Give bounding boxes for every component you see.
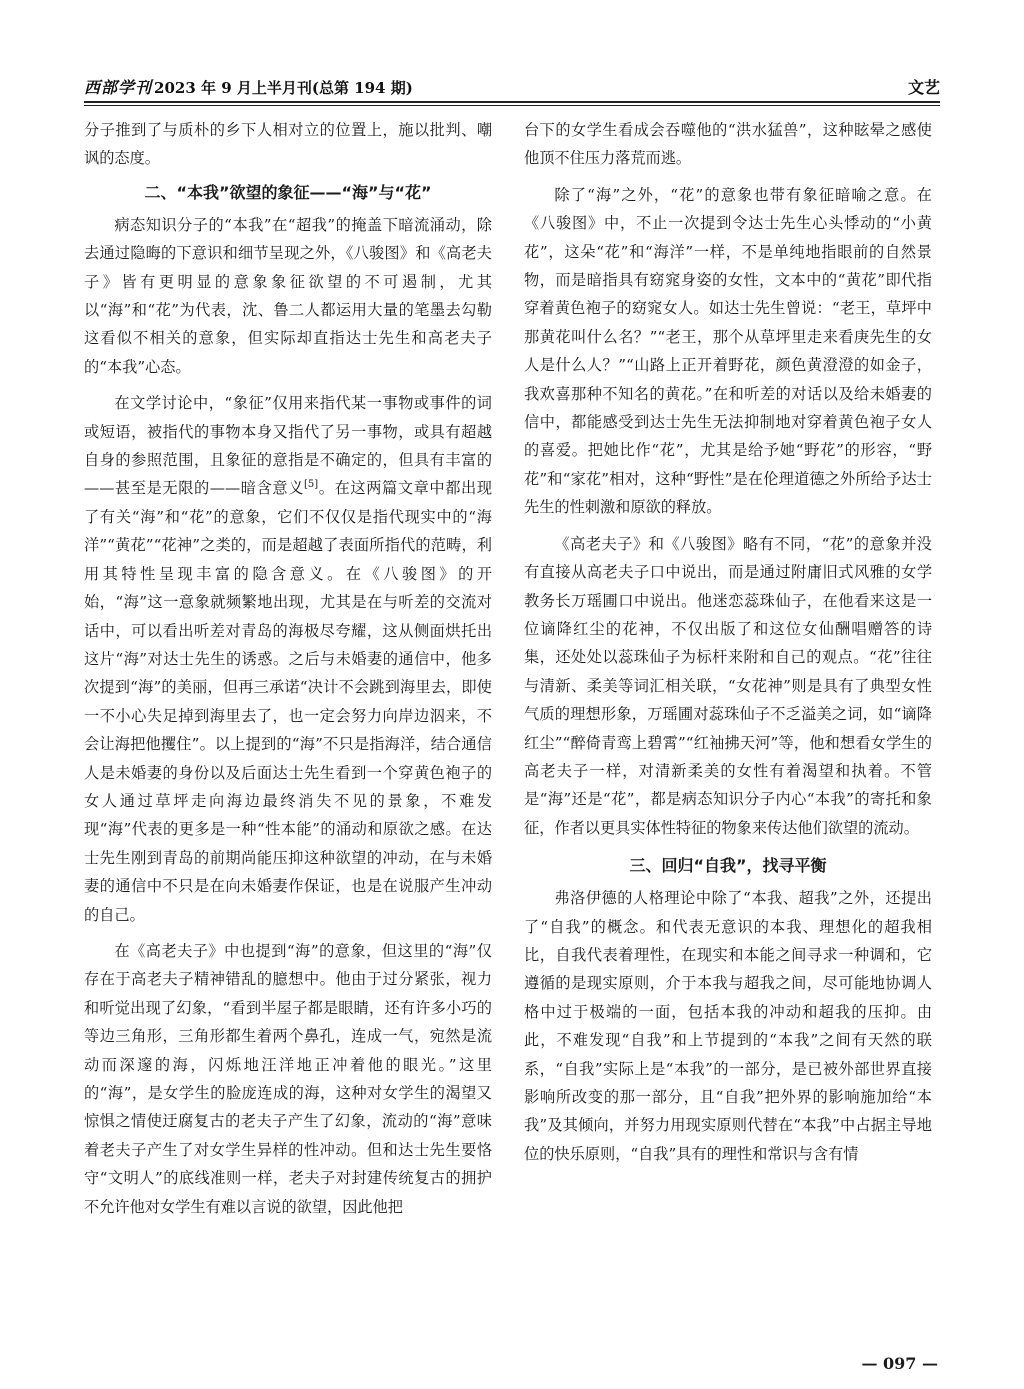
- journal-info: [84, 75, 413, 98]
- paragraph: 弗洛伊德的人格理论中除了“本我、超我”之外，还提出了“自我”的概念。和代表无意识的本我、理想化的超我相比，自我代表着理性，在现实和本能之间寻求一种调和，它遵循的是现实原则，介于本我与超我之间，尽可能地协调人格中过于极端的一面，包括本我的冲动和超我的压抑。由此，不难发现“自我”和上节提到的“本我”之间有天然的联系，“自我”实际上是“本我”的一部分，是已被外部世界直接影响所改变的那一部分，且“自我”把外界的影响施加给“本我”及其倾向，并努力用现实原则代替在“本我”中占据主导地位的快乐原则，“自我”具有的理性和常识与含有情: [524, 889, 932, 1163]
- paragraph: 病态知识分子的“本我”在“超我”的掩盖下暗流涌动，除去通过隐晦的下意识和细节呈现之外，《八骏图》和《高老夫子》皆有更明显的意象象征欲望的不可遏制，尤其以“海”和“花”为代表，沈、鲁二人都运用大量的笔墨去勾勒这看似不相关的意象，但实际却直指达士先生和高老夫子的“本我”心态。: [84, 215, 492, 376]
- section-heading: 二、“本我”欲望的象征——“海”与“花”: [144, 182, 432, 202]
- right-column: [524, 116, 932, 1168]
- issue-info: 2023 年 9 月上半月刊(总第 194 期): [154, 79, 413, 97]
- paragraph: 台下的女学生看成会吞噬他的“洪水猛兽”，这种眩晕之感使他顶不住压力落荒而逃。: [524, 121, 932, 168]
- paragraph-text: 在文学讨论中，“象征”仅用来指代某一事物或事件的词或短语，被指代的事物本身又指代了另一事物，或具有超越自身的参照范围，且象征的意指是不确定的，但具有丰富的——甚至是无限的——暗含意义: [84, 394, 492, 498]
- paragraph: 分子推到了与质朴的乡下人相对立的位置上，施以批判、嘲讽的态度。: [84, 121, 492, 168]
- paragraph: [84, 389, 492, 929]
- paragraph: 在《高老夫子》中也提到“海”的意象，但这里的“海”仅存在于高老夫子精神错乱的臆想中。他由于过分紧张，视力和听觉出现了幻象，“看到半屋子都是眼睛，还有许多小巧的等边三角形，三角形都生着两个鼻孔，连成一气，宛然是流动而深邃的海，闪烁地汪洋地正冲着他的眼光。”这里的“海”，是女学生的脸庞连成的海，这种对女学生的渴望又惊惧之情使迂腐复古的老夫子产生了幻象，流动的“海”意味着老夫子产生了对女学生异样的性冲动。但和达士先生要恪守“文明人”的底线准则一样，老夫子对封建传统复古的拥护不允许他对女学生有难以言说的欲望，因此他把: [84, 941, 492, 1216]
- section-label: 文艺: [907, 78, 940, 97]
- paragraph: 《高老夫子》和《八骏图》略有不同，“花”的意象并没有直接从高老夫子口中说出，而是通过附庸旧式风雅的女学教务长万瑶圃口中说出。他迷恋蕊珠仙子，在他看来这是一位谪降红尘的花神，不仅出版了和这位女仙酬唱赠答的诗集，还处处以蕊珠仙子为标杆来附和自己的观点。“花”往往与清新、柔美等词汇相关联，“女花神”则是具有了典型女性气质的理想形象，万瑶圃对蕊珠仙子不乏溢美之词，如“谪降红尘”“醉倚青鸾上碧霄”“红袖拂天河”等，他和想看女学生的高老夫子一样，对清新柔美的女性有着渴望和执着。不管是“海”还是“花”，都是病态知识分子内心“本我”的寄托和象征，作者以更具实体性特征的物象来传达他们欲望的流动。: [524, 534, 932, 837]
- section-heading: 三、回归“自我”，找寻平衡: [629, 856, 827, 876]
- header-rule: [84, 101, 940, 103]
- paragraph: 除了“海”之外，“花”的意象也带有象征暗喻之意。在《八骏图》中，不止一次提到令达士先生心头悸动的“小黄花”，这朵“花”和“海洋”一样，不是单纯地指眼前的自然景物，而是暗指具有窈窕身姿的女性，文本中的“黄花”即代指穿着黄色袍子的窈窕女人。如达士先生曾说：“老王，草坪中那黄花叫什么名？”“老王，那个从草坪里走来看庚先生的女人是什么人？”“山路上正开着野花，颜色黄澄澄的如金子，我欢喜那种不知名的黄花。”在和听差的对话以及给未婚妻的信中，都能感受到达士先生无法抑制地对穿着黄色袍子女人的喜爱。把她比作“花”，尤其是给予她“野花”的形容，“野花”和“家花”相对，这种“野性”是在伦理道德之外所给予达士先生的性刺激和原欲的释放。: [524, 185, 932, 517]
- page-header: [84, 72, 940, 98]
- citation-ref: [5]: [304, 479, 319, 491]
- header-rule-thin: [84, 105, 940, 106]
- paragraph-text: 。在这两篇文章中都出现了有关“海”和“花”的意象，它们不仅仅是指代现实中的“海洋”“黄花”“花神”之类的，而是超越了表面所指代的范畴，利用其特性呈现丰富的隐含意义。在《八骏图》的开始，“海”这一意象就频繁地出现，尤其是在与听差的交流对话中，可以看出听差对青岛的海极尽夸耀，这从侧面烘托出这片“海”对达士先生的诱惑。之后与未婚妻的通信中，他多次提到“海”的美丽，但再三承诺“决计不会跳到海里去，即使一不小心失足掉到海里去了，也一定会努力向岸边泅来，不会让海把他攫住”。以上提到的“海”不只是指海洋，结合通信人是未婚妻的身份以及后面达士先生看到一个穿黄色袍子的女人通过草坪走向海边最终消失不见的景象，不难发现“海”代表的更多是一种“性本能”的涌动和原欲之感。在达士先生刚到青岛的前期尚能压抑这种欲望的冲动，在与未婚妻的通信中不只是在向未婚妻作保证，也是在说服产生冲动的自己。: [84, 479, 493, 924]
- journal-name: 西部学刊: [84, 78, 153, 97]
- left-column: [84, 116, 492, 1221]
- page-number: — 097 —: [861, 1354, 938, 1373]
